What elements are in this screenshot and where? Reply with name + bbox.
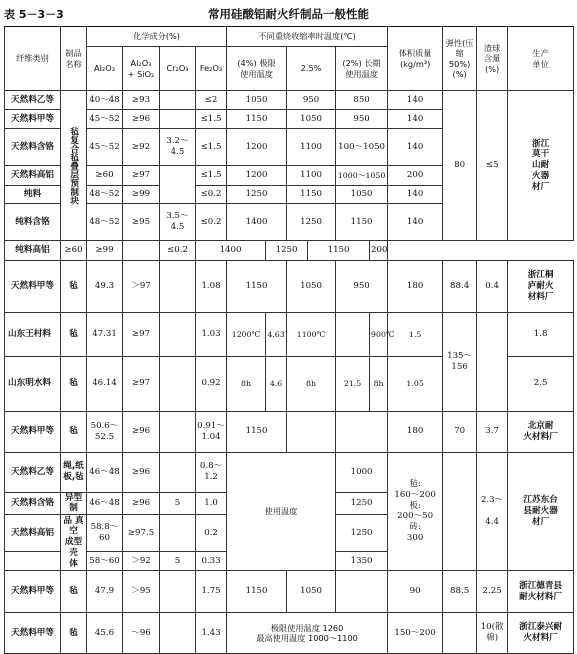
col-producer: 生产 单位: [508, 27, 574, 91]
producer-cell: 浙江 莫干 山耐 火器 材厂: [508, 91, 574, 241]
table-caption: [4, 6, 573, 24]
cr2o3-cell: [160, 261, 196, 313]
fiber-type-cell: 天然料甲等: [5, 110, 61, 129]
col-fe2o3: Fe₂O₃: [196, 47, 227, 91]
temp-2-5-cell: 1100: [287, 166, 336, 186]
temp-4-cell: 1150: [227, 261, 287, 313]
product-name-cell: 异型制: [61, 492, 87, 514]
fe2o3-cell: ≤1.5: [196, 129, 227, 166]
al2o3-cell: 46～48: [87, 492, 123, 514]
density-cell: 180: [388, 411, 443, 452]
al2o3-sio2-cell: ≥96: [123, 452, 160, 492]
fiber-type-cell: 天然料甲等: [5, 571, 61, 613]
fe2o3-cell: 1.75: [196, 571, 227, 613]
table-row: [5, 613, 574, 654]
al2o3-sio2-cell: ≥96: [123, 411, 160, 452]
product-name-cell: 毡: [61, 313, 87, 357]
elasticity-cell: [477, 313, 508, 412]
al2o3-cell: 48～52: [87, 186, 123, 204]
temp-2-5-cell: 1050: [287, 261, 336, 313]
elasticity-cell: 70: [443, 411, 477, 452]
slag-cell: 3.7: [477, 411, 508, 452]
fiber-type-cell: 天然料乙等: [5, 91, 61, 110]
al2o3-cell: 58.8～ 60: [87, 515, 123, 552]
table-number: 表 5－3－3: [4, 8, 64, 21]
cr2o3-cell: [160, 571, 196, 613]
producer-cell: 北京耐 火材料厂: [508, 411, 574, 452]
al2o3-sio2-cell: ≥99: [87, 241, 123, 261]
table-row: [5, 241, 574, 261]
use-temp-cell: 1000: [336, 452, 388, 492]
shrink-value-cell: 21.5: [336, 356, 370, 411]
elasticity-cell: [443, 613, 477, 654]
density-cell: 140: [388, 110, 443, 129]
col-elasticity: 弹性(压 缩 50%) (%): [443, 27, 477, 91]
density-cell: 200: [388, 166, 443, 186]
density-cell: 140: [388, 204, 443, 241]
temp-4-cell: 1200: [227, 129, 287, 166]
cr2o3-cell: 3.2～ 4.5: [160, 129, 196, 166]
product-name-cell: 品 真空 成型壳 体: [61, 515, 87, 571]
al2o3-sio2-cell: ～96: [123, 613, 160, 654]
shrink-value-cell: 4.63: [266, 313, 287, 357]
al2o3-sio2-cell: ≥97: [123, 166, 160, 186]
fiber-type-cell: 山东王村料: [5, 313, 61, 357]
product-name-cell: 毡: [61, 613, 87, 654]
temp-4-cell: 1200: [227, 166, 287, 186]
col-al2o3-sio2: Al₂O₃ + SiO₂: [123, 47, 160, 91]
temp-2-cell: 1150: [336, 204, 388, 241]
fe2o3-cell: ≤1.5: [196, 166, 227, 186]
table-row: [5, 261, 574, 313]
density-cell: 140: [388, 129, 443, 166]
al2o3-sio2-cell: ≥96: [123, 492, 160, 514]
fe2o3-cell: 0.2: [196, 515, 227, 552]
properties-table: [4, 26, 574, 654]
table-row: [5, 411, 574, 452]
table-row: [5, 452, 574, 492]
al2o3-cell: 50.6～ 52.5: [87, 411, 123, 452]
al2o3-cell: 47.31: [87, 313, 123, 357]
shrink-temp-cell: 8h: [370, 356, 388, 411]
shrink-temp-cell: 8h: [227, 356, 266, 411]
temp-2-cell: 1150: [308, 241, 370, 261]
elasticity-cell: 88.4: [443, 261, 477, 313]
fe2o3-cell: 1.08: [196, 261, 227, 313]
fiber-type-cell: 天然料甲等: [5, 613, 61, 654]
fiber-type-cell: 山东明水料: [5, 356, 61, 411]
density-cell: 90: [388, 571, 443, 613]
temp-2-5-cell: 950: [287, 91, 336, 110]
cr2o3-cell: [160, 411, 196, 452]
cr2o3-cell: 5: [160, 492, 196, 514]
fe2o3-cell: ≤2: [196, 91, 227, 110]
table-title: 常用硅酸铝耐火纤制品一般性能: [208, 7, 369, 21]
temp-2-5-cell: 1050: [287, 571, 336, 613]
cr2o3-cell: [160, 313, 196, 357]
cr2o3-cell: 3.5～ 4.5: [160, 204, 196, 241]
fe2o3-cell: 1.0: [196, 492, 227, 514]
temp-2-cell: [336, 411, 388, 452]
fiber-type-cell: 纯料含铬: [5, 204, 61, 241]
use-temp-cell: 1350: [336, 552, 388, 571]
fiber-type-cell: 天然料高铝: [5, 166, 61, 186]
fe2o3-cell: 0.8～ 1.2: [196, 452, 227, 492]
temp-2-cell: 1000～1050: [336, 166, 388, 186]
col-shrink-group: 不同重烧收缩率时温度(℃): [227, 27, 388, 47]
temp-4-cell: 1150: [227, 411, 287, 452]
fiber-type-cell: 天然料甲等: [5, 411, 61, 452]
al2o3-sio2-cell: ≥99: [123, 186, 160, 204]
table-row: [5, 571, 574, 613]
cr2o3-cell: [160, 110, 196, 129]
col-long-2: (2%) 长期 使用温度: [336, 47, 388, 91]
product-vertical-label: 毡复合毡叠层预制块: [68, 126, 79, 205]
use-temp-note: 极限使用温度 1260 最高使用温度 1000～1100: [227, 613, 388, 654]
temp-2-5-cell: 1250: [266, 241, 308, 261]
fe2o3-cell: 0.33: [196, 552, 227, 571]
col-mid-2-5: 2.5%: [287, 47, 336, 91]
product-name-cell: 毡: [61, 411, 87, 452]
slag-cell: 0.4: [477, 261, 508, 313]
al2o3-cell: 46～48: [87, 452, 123, 492]
temp-2-5-cell: 1150: [287, 186, 336, 204]
density-cell: 135～156: [443, 313, 477, 412]
al2o3-cell: ≥60: [87, 166, 123, 186]
table-row: [5, 313, 574, 357]
slag-cell: 1.8: [508, 313, 574, 357]
al2o3-cell: 47.9: [87, 571, 123, 613]
temp-2-cell: 1050: [336, 186, 388, 204]
shrink-temp-cell: 1100℃: [287, 313, 336, 357]
fiber-type-cell: 天然料乙等: [5, 452, 61, 492]
cr2o3-cell: [160, 515, 196, 552]
use-temp-cell: 1250: [336, 515, 388, 552]
use-temp-label: 使用温度: [227, 452, 336, 570]
fe2o3-cell: 0.91～ 1.04: [196, 411, 227, 452]
fiber-type-cell: 天然料含铬: [5, 129, 61, 166]
slag-cell: 2.5: [508, 356, 574, 411]
fe2o3-cell: 0.92: [196, 356, 227, 411]
col-limit-4: (4%) 极限 使用温度: [227, 47, 287, 91]
producer-cell: 浙江泰兴耐 火材料厂: [508, 613, 574, 654]
table-row: [5, 91, 574, 110]
shrink-value-cell: 1.5: [388, 313, 443, 357]
temp-2-cell: 950: [336, 261, 388, 313]
elasticity-cell: 80: [443, 91, 477, 241]
shrink-value-cell: 4.6: [266, 356, 287, 411]
density-cell: 140: [388, 91, 443, 110]
temp-2-cell: 850: [336, 91, 388, 110]
density-cell: 200: [370, 241, 388, 261]
fe2o3-cell: 1.03: [196, 313, 227, 357]
temp-2-cell: 100～1050: [336, 129, 388, 166]
header-row: [5, 27, 574, 47]
fe2o3-cell: ≤0.2: [160, 241, 196, 261]
elasticity-cell: 88.5: [443, 571, 477, 613]
producer-cell: 江苏东台 县耐火器 材厂: [508, 452, 574, 570]
fe2o3-cell: ≤0.2: [196, 204, 227, 241]
temp-4-cell: 1150: [227, 571, 287, 613]
al2o3-cell: 49.3: [87, 261, 123, 313]
slag-cell: 2.3～ 4.4: [477, 452, 508, 570]
al2o3-sio2-cell: ≥97: [123, 356, 160, 411]
shrink-temp-cell: 900℃: [370, 313, 388, 357]
cr2o3-cell: [160, 91, 196, 110]
al2o3-sio2-cell: ＞95: [123, 571, 160, 613]
fiber-type-cell: 纯料高铝: [5, 241, 61, 261]
al2o3-cell: 46.14: [87, 356, 123, 411]
cr2o3-cell: [160, 166, 196, 204]
slag-cell: ≤5: [477, 91, 508, 241]
density-cell: 毡: 160～200 板: 200～50 砖: 300: [388, 452, 443, 570]
cr2o3-cell: [123, 241, 160, 261]
temp-4-cell: 1250: [227, 186, 287, 204]
shrink-temp-cell: 8h: [287, 356, 336, 411]
fe2o3-cell: ≤0.2: [196, 186, 227, 204]
col-slag: 渣球 含量 (%): [477, 27, 508, 91]
temp-4-cell: 1050: [227, 91, 287, 110]
slag-cell: 10(散 棉): [477, 613, 508, 654]
al2o3-sio2-cell: ≥93: [123, 91, 160, 110]
col-chem-group: 化学成分(%): [87, 27, 227, 47]
fiber-type-cell: 天然料高铝: [5, 515, 61, 552]
producer-cell: 浙江德青县 耐火材料厂: [508, 571, 574, 613]
al2o3-cell: 45～52: [87, 110, 123, 129]
temp-2-5-cell: [287, 411, 336, 452]
col-cr2o3: Cr₂O₃: [160, 47, 196, 91]
temp-4-cell: 1400: [227, 204, 287, 241]
al2o3-cell: ≥60: [61, 241, 87, 261]
temp-2-cell: 950: [336, 110, 388, 129]
elasticity-cell: [443, 452, 477, 570]
cr2o3-cell: 5: [160, 552, 196, 571]
product-name-cell: 毡: [61, 356, 87, 411]
temp-2-5-cell: 1050: [287, 110, 336, 129]
density-cell: 150～200: [388, 613, 443, 654]
al2o3-sio2-cell: ≥97: [123, 313, 160, 357]
fe2o3-cell: 1.43: [196, 613, 227, 654]
al2o3-sio2-cell: ＞92: [123, 552, 160, 571]
temp-4-cell: 1150: [227, 110, 287, 129]
col-density: 体积质量 (kg/m³): [388, 27, 443, 91]
al2o3-sio2-cell: ≥95: [123, 204, 160, 241]
col-product-name: 制品 名称: [61, 27, 87, 91]
producer-cell: 浙江桐 庐耐火 材料厂: [508, 261, 574, 313]
density-cell: 140: [388, 186, 443, 204]
temp-2-5-cell: 1250: [287, 204, 336, 241]
col-al2o3: Al₂O₃: [87, 47, 123, 91]
al2o3-cell: 45.6: [87, 613, 123, 654]
al2o3-sio2-cell: ≥96: [123, 110, 160, 129]
col-fiber-type: 纤维类别: [5, 27, 61, 91]
product-name-cell: 毡: [61, 261, 87, 313]
cr2o3-cell: [160, 356, 196, 411]
use-temp-cell: 1250: [336, 492, 388, 514]
fiber-type-cell: 天然料甲等: [5, 261, 61, 313]
cr2o3-cell: [160, 452, 196, 492]
temp-2-cell: [336, 571, 388, 613]
al2o3-cell: 40～48: [87, 91, 123, 110]
al2o3-sio2-cell: ＞97: [123, 261, 160, 313]
al2o3-sio2-cell: ≥92: [123, 129, 160, 166]
fe2o3-cell: ≤1.5: [196, 110, 227, 129]
slag-cell: 2.25: [477, 571, 508, 613]
product-name-cell: 绳,纸 板,毡: [61, 452, 87, 492]
fiber-type-cell: 纯料: [5, 186, 61, 204]
al2o3-cell: 58～60: [87, 552, 123, 571]
fiber-type-cell: [5, 552, 61, 571]
al2o3-sio2-cell: ≥97.5: [123, 515, 160, 552]
product-name-cell: [61, 91, 87, 241]
product-name-cell: 毡: [61, 571, 87, 613]
fiber-type-cell: 天然料含铬: [5, 492, 61, 514]
al2o3-cell: 45～52: [87, 129, 123, 166]
shrink-value-cell: 1.05: [388, 356, 443, 411]
cr2o3-cell: [160, 613, 196, 654]
density-cell: 180: [388, 261, 443, 313]
al2o3-cell: 48～52: [87, 204, 123, 241]
shrink-value-cell: [336, 313, 370, 357]
shrink-temp-cell: 1200℃: [227, 313, 266, 357]
temp-4-cell: 1400: [196, 241, 266, 261]
temp-2-5-cell: 1100: [287, 129, 336, 166]
